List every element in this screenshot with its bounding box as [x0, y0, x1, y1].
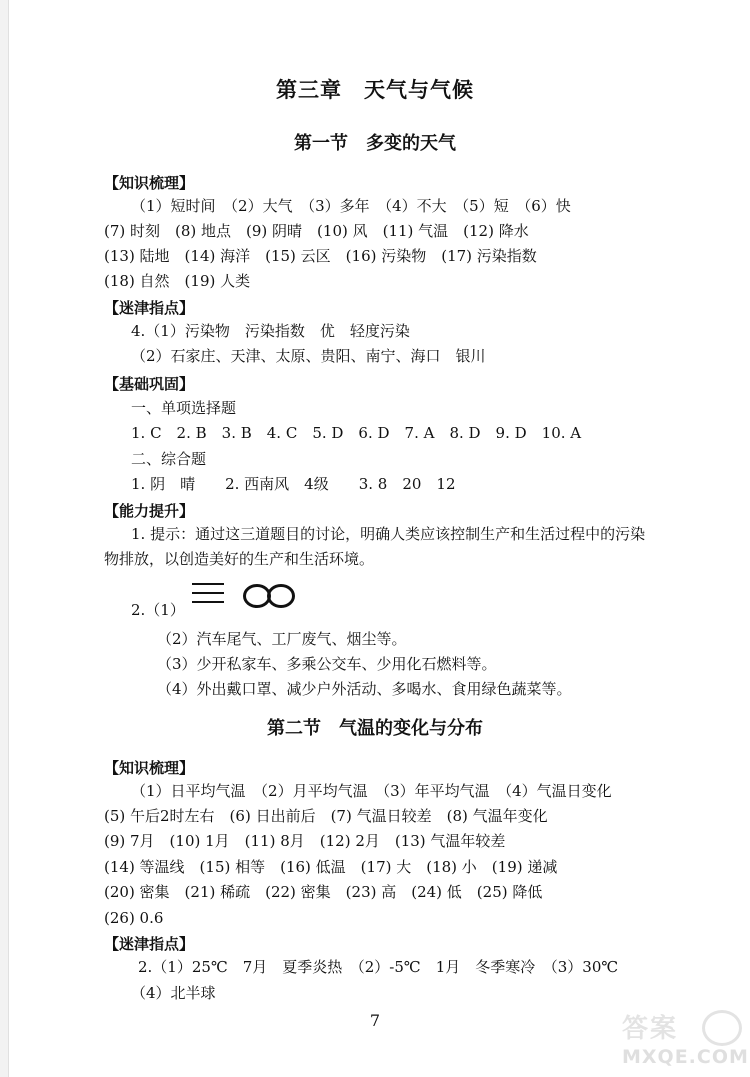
guide-line: （2）石家庄、天津、太原、贵阳、南宁、海口 银川: [131, 347, 486, 365]
section-title-2: 第二节 气温的变化与分布: [267, 718, 483, 739]
knowledge-line: （1）日平均气温 （2）月平均气温 （3）年平均气温 （4）气温日变化: [131, 782, 612, 800]
watermark-logo: [616, 1008, 749, 1072]
q2-line: （4）外出戴口罩、减少户外活动、多喝水、食用绿色蔬菜等。: [157, 680, 572, 698]
q2-line: （2）汽车尾气、工厂废气、烟尘等。: [157, 630, 407, 648]
heading-basic: 【基础巩固】: [104, 375, 195, 393]
scan-edge: [0, 0, 9, 1077]
watermark-circle-icon: [702, 1010, 742, 1046]
knowledge-line: (5) 午后2时左右 (6) 日出前后 (7) 气温日较差 (8) 气温年变化: [104, 807, 548, 825]
page-number: 7: [369, 1011, 381, 1030]
infinity-symbol: [243, 584, 295, 606]
chapter-title: 第三章 天气与气候: [276, 78, 474, 102]
section-title-1: 第一节 多变的天气: [294, 133, 456, 154]
heading-guide-1: 【迷津指点】: [104, 299, 195, 317]
knowledge-line: (13) 陆地 (14) 海洋 (15) 云区 (16) 污染物 (17) 污染指数: [104, 247, 537, 265]
knowledge-line: (18) 自然 (19) 人类: [104, 272, 251, 290]
heading-knowledge-2: 【知识梳理】: [104, 759, 195, 777]
choice-answers: 1. C 2. B 3. B 4. C 5. D 6. D 7. A 8. D 9. D 10. A: [131, 424, 582, 442]
heading-ability: 【能力提升】: [104, 502, 195, 520]
knowledge-line: (26) 0.6: [104, 909, 164, 927]
q2-label: 2.（1）: [131, 601, 185, 619]
knowledge-line: (7) 时刻 (8) 地点 (9) 阴晴 (10) 风 (11) 气温 (12) 降水: [104, 222, 529, 240]
knowledge-line: (20) 密集 (21) 稀疏 (22) 密集 (23) 高 (24) 低 (25) 降低: [104, 883, 543, 901]
ability-line: 物排放，以创造美好的生产和生活环境。: [104, 550, 375, 568]
subheading-choice: 一、单项选择题: [131, 399, 237, 417]
guide-line: 4.（1）污染物 污染指数 优 轻度污染: [131, 322, 410, 340]
knowledge-line: (14) 等温线 (15) 相等 (16) 低温 (17) 大 (18) 小 (19) 递减: [104, 858, 558, 876]
comprehensive-answers: 1. 阴 晴 2. 西南风 4级 3. 8 20 12: [131, 475, 456, 493]
heading-guide-2: 【迷津指点】: [104, 935, 195, 953]
knowledge-line: (9) 7月 (10) 1月 (11) 8月 (12) 2月 (13) 气温年较差: [104, 832, 506, 850]
watermark-text-top: 答案: [622, 1014, 679, 1044]
heading-knowledge-1: 【知识梳理】: [104, 174, 195, 192]
guide-line: （4）北半球: [131, 984, 216, 1002]
knowledge-line: （1）短时间 （2）大气 （3）多年 （4）不大 （5）短 （6）快: [131, 197, 571, 215]
watermark-text-bottom: MXQE.COM: [622, 1046, 749, 1068]
ability-line: 1. 提示：通过这三道题目的讨论，明确人类应该控制生产和生活过程中的污染: [131, 525, 646, 543]
guide-line: 2.（1）25℃ 7月 夏季炎热 （2）-5℃ 1月 冬季寒冷 （3）30℃: [138, 958, 619, 976]
triple-bar-symbol: [192, 583, 224, 607]
q2-line: （3）少开私家车、多乘公交车、少用化石燃料等。: [157, 655, 497, 673]
subheading-comprehensive: 二、综合题: [131, 450, 207, 468]
